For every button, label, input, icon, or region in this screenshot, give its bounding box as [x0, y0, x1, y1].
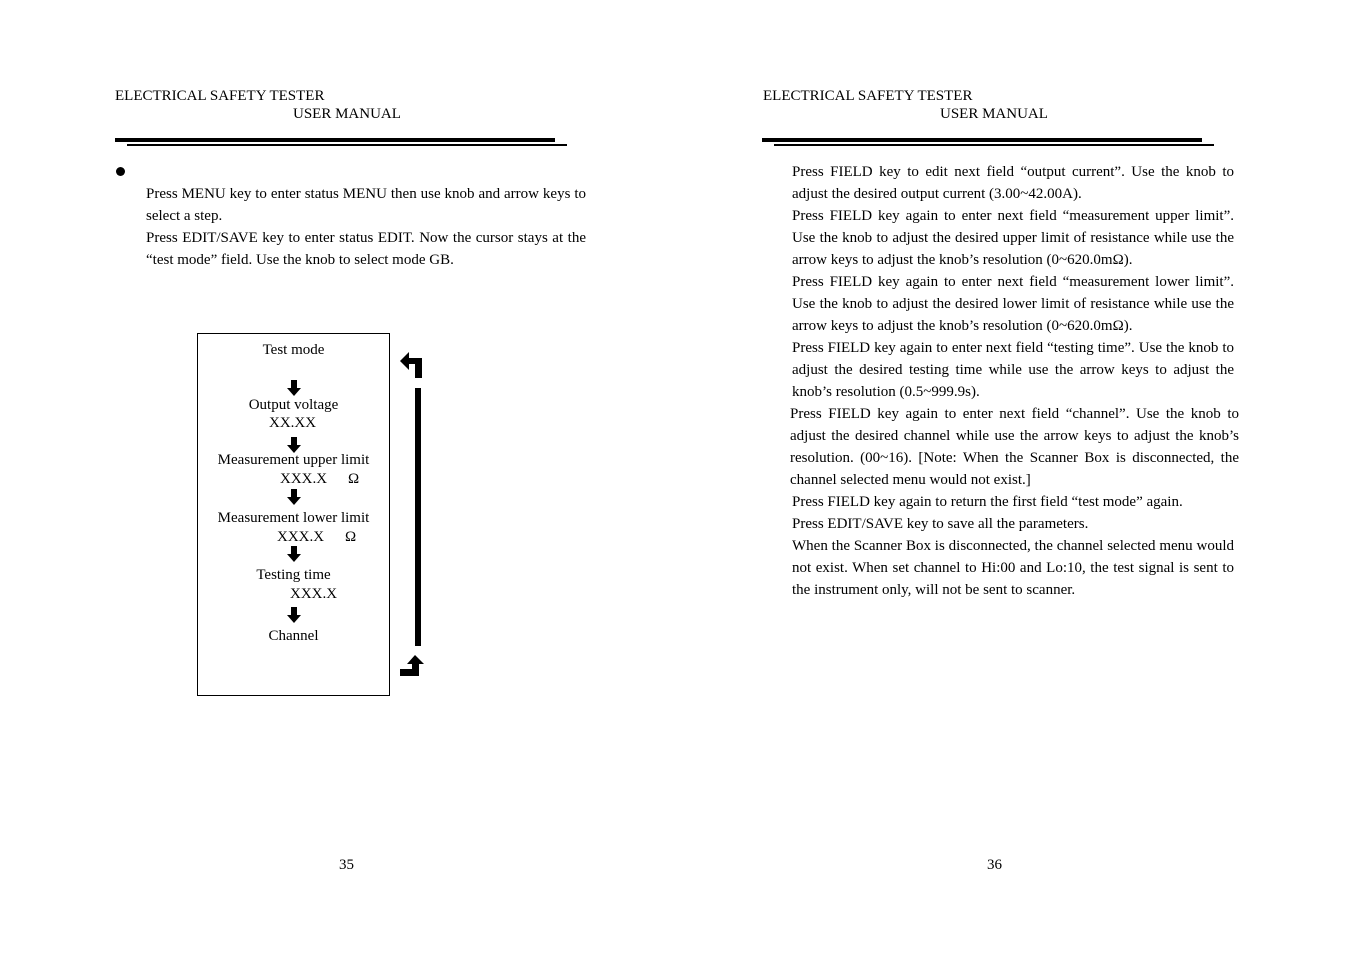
- header-rule-thin: [774, 144, 1214, 146]
- instruction-paragraph: Press EDIT/SAVE key to save all the parameters.: [792, 516, 1089, 532]
- step-channel: Channel: [268, 628, 319, 644]
- right-page: [675, 0, 1350, 954]
- lower-limit-unit: Ω: [345, 529, 357, 545]
- instruction-paragraph: Press FIELD key again to enter next field “measurement upper limit”. Use the knob to adjust the desired upper limit of resistance while use the arrow keys to adjust the knob’s resolution (0~620.0mΩ).: [792, 208, 1234, 268]
- testing-time-value: XXX.X: [290, 586, 338, 602]
- output-voltage-value: XX.XX: [269, 415, 317, 431]
- instruction-paragraph: Press MENU key to enter status MENU then use knob and arrow keys to select a step.: [146, 186, 586, 224]
- step-upper-limit: Measurement upper limit: [217, 452, 370, 468]
- loop-return-arrow-icon: [400, 352, 424, 378]
- step-test-mode: Test mode: [262, 342, 325, 358]
- header-rule-thin: [127, 144, 567, 146]
- upper-limit-unit: Ω: [348, 471, 360, 487]
- loop-return-arrow-icon: [400, 655, 426, 676]
- page-number: 35: [339, 857, 354, 873]
- header-subtitle: USER MANUAL: [293, 106, 401, 122]
- loop-return-line: [415, 388, 421, 646]
- header-rule-thick: [762, 138, 1202, 142]
- bullet-point: [116, 167, 125, 176]
- instruction-paragraph: Press FIELD key again to enter next field “testing time”. Use the knob to adjust the desired testing time while use the arrow keys to adjust the knob’s resolution (0.5~999.9s).: [792, 340, 1234, 400]
- down-arrow-icon: [287, 607, 301, 623]
- instruction-paragraph: When the Scanner Box is disconnected, the channel selected menu would not exist. When set channel to Hi:00 and Lo:10, the test signal is sent to the instrument only, will not be sent to scanner.: [792, 538, 1234, 598]
- header-rule-thick: [115, 138, 555, 142]
- step-lower-limit: Measurement lower limit: [217, 510, 370, 526]
- header-subtitle: USER MANUAL: [940, 106, 1048, 122]
- lower-limit-value: XXX.X: [277, 529, 325, 545]
- instruction-paragraph: Press FIELD key again to enter next field “measurement lower limit”. Use the knob to adjust the desired lower limit of resistance while use the arrow keys to adjust the knob’s resolution (0~620.0mΩ).: [792, 274, 1234, 334]
- step-testing-time: Testing time: [256, 567, 331, 583]
- instruction-paragraph: Press FIELD key again to return the first field “test mode” again.: [792, 494, 1183, 510]
- down-arrow-icon: [287, 546, 301, 562]
- header-title: ELECTRICAL SAFETY TESTER: [115, 88, 325, 104]
- instruction-text: [146, 183, 586, 271]
- page-number: 36: [987, 857, 1002, 873]
- header-title: ELECTRICAL SAFETY TESTER: [763, 88, 973, 104]
- down-arrow-icon: [287, 380, 301, 396]
- upper-limit-value: XXX.X: [280, 471, 328, 487]
- instruction-text: [790, 161, 1239, 601]
- instruction-paragraph: Press EDIT/SAVE key to enter status EDIT. Now the cursor stays at the “test mode” field. Use the knob to select mode GB.: [146, 230, 586, 268]
- instruction-paragraph: Press FIELD key to edit next field “output current”. Use the knob to adjust the desired output current (3.00~42.00A).: [792, 164, 1234, 202]
- down-arrow-icon: [287, 489, 301, 505]
- instruction-paragraph: Press FIELD key again to enter next field “channel”. Use the knob to adjust the desired channel while use the arrow keys to adjust the knob’s resolution. (00~16). [Note: When the Scanner Box is disconnected, the channel selected menu would not exist.]: [790, 406, 1239, 488]
- step-output-voltage: Output voltage: [248, 397, 339, 413]
